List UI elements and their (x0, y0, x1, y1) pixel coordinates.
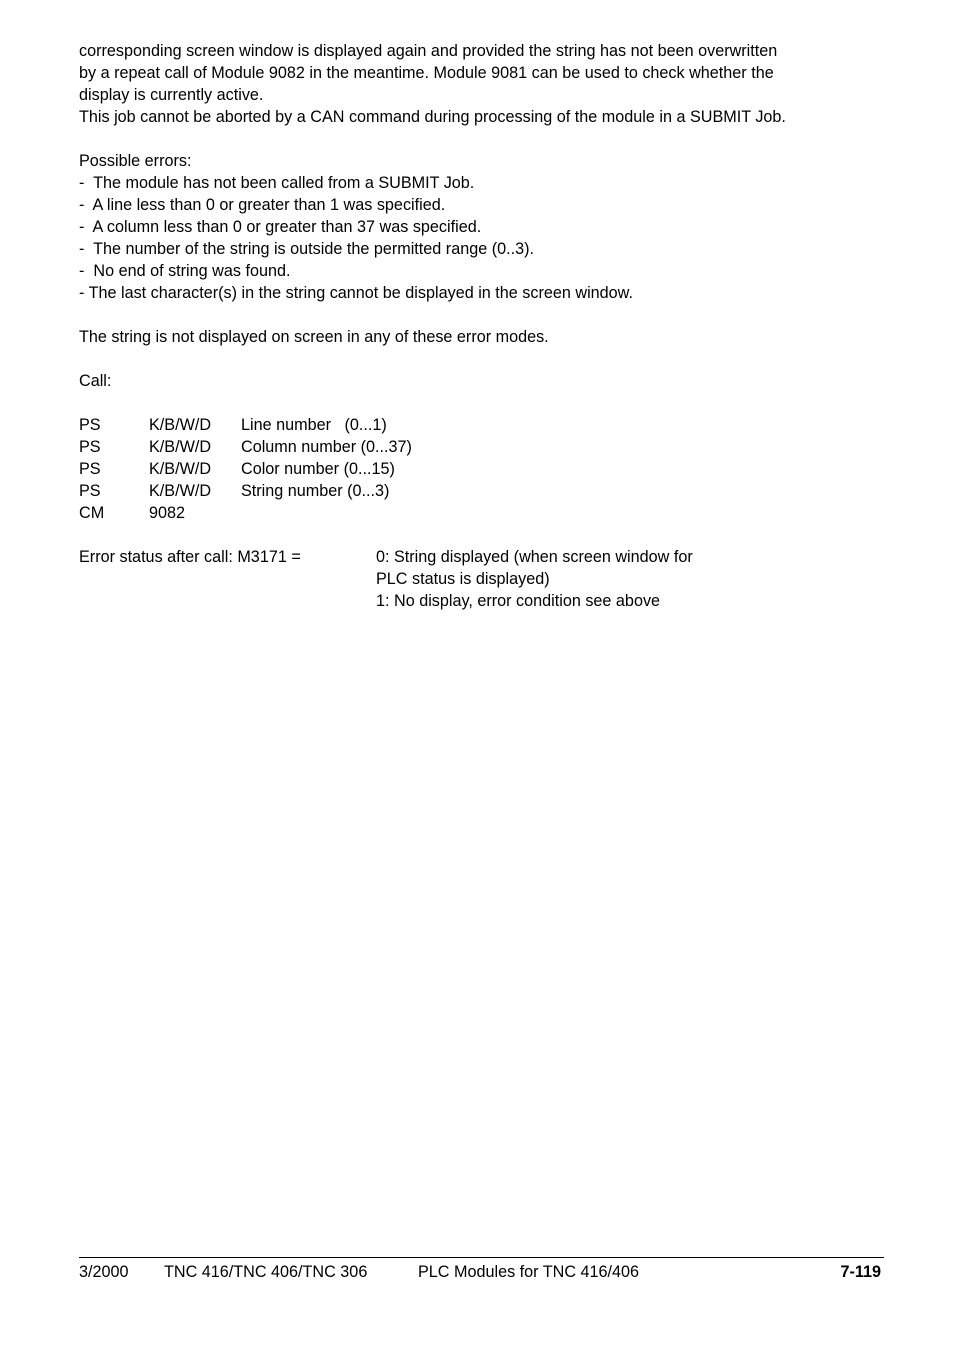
call-row (79, 414, 879, 436)
error-item: - A line less than 0 or greater than 1 was specified. (79, 196, 446, 214)
footer-models: TNC 416/TNC 406/TNC 306 (164, 1263, 368, 1281)
intro-line: This job cannot be aborted by a CAN command during processing of the module in a SUBMIT Job. (79, 108, 786, 126)
spacer (79, 128, 879, 150)
call-op: PS (79, 482, 101, 500)
spacer (79, 392, 879, 414)
call-desc: Color number (0...15) (241, 460, 395, 478)
spacer (79, 524, 879, 546)
call-table (79, 414, 879, 524)
error-status-block (79, 546, 879, 612)
call-type: K/B/W/D (149, 460, 212, 478)
error-item: - No end of string was found. (79, 262, 291, 280)
call-type: K/B/W/D (149, 416, 212, 434)
call-desc (241, 502, 879, 524)
call-desc: Line number (0...1) (241, 416, 387, 434)
status-row (79, 590, 879, 612)
page-body (79, 40, 879, 612)
intro-line: display is currently active. (79, 86, 264, 104)
call-row (79, 436, 879, 458)
call-row (79, 458, 879, 480)
call-row (79, 502, 879, 524)
status-row (79, 546, 879, 568)
call-op: PS (79, 460, 101, 478)
page-footer (79, 1261, 881, 1283)
call-type: 9082 (149, 504, 186, 522)
call-desc: String number (0...3) (241, 482, 390, 500)
footer-divider (79, 1257, 884, 1258)
footer-title: PLC Modules for TNC 416/406 (418, 1263, 640, 1281)
status-label-empty (79, 568, 376, 590)
call-type: K/B/W/D (149, 438, 212, 456)
intro-line: corresponding screen window is displayed again and provided the string has not been overwritten (79, 42, 778, 60)
spacer (79, 348, 879, 370)
call-desc: Column number (0...37) (241, 438, 412, 456)
call-op: PS (79, 438, 101, 456)
status-row (79, 568, 879, 590)
possible-errors-section (79, 150, 879, 304)
error-item: - The number of the string is outside the permitted range (0..3). (79, 240, 534, 258)
status-label-empty (79, 590, 376, 612)
errors-note: The string is not displayed on screen in any of these error modes. (79, 328, 549, 346)
error-item: - A column less than 0 or greater than 37 was specified. (79, 218, 482, 236)
call-op: CM (79, 504, 105, 522)
status-value: 1: No display, error condition see above (376, 592, 661, 610)
footer-date: 3/2000 (79, 1263, 129, 1281)
call-op: PS (79, 416, 101, 434)
call-row (79, 480, 879, 502)
status-value: 0: String displayed (when screen window for (376, 548, 693, 566)
call-heading: Call: (79, 372, 112, 390)
errors-heading: Possible errors: (79, 152, 192, 170)
status-label: Error status after call: M3171 = (79, 548, 301, 566)
intro-line: by a repeat call of Module 9082 in the meantime. Module 9081 can be used to check whether the (79, 64, 774, 82)
status-value: PLC status is displayed) (376, 570, 550, 588)
error-item: - The module has not been called from a SUBMIT Job. (79, 174, 475, 192)
intro-paragraph (79, 40, 879, 128)
error-item: - The last character(s) in the string cannot be displayed in the screen window. (79, 284, 633, 302)
page-number: 7-119 (840, 1263, 881, 1281)
call-type: K/B/W/D (149, 482, 212, 500)
spacer (79, 304, 879, 326)
